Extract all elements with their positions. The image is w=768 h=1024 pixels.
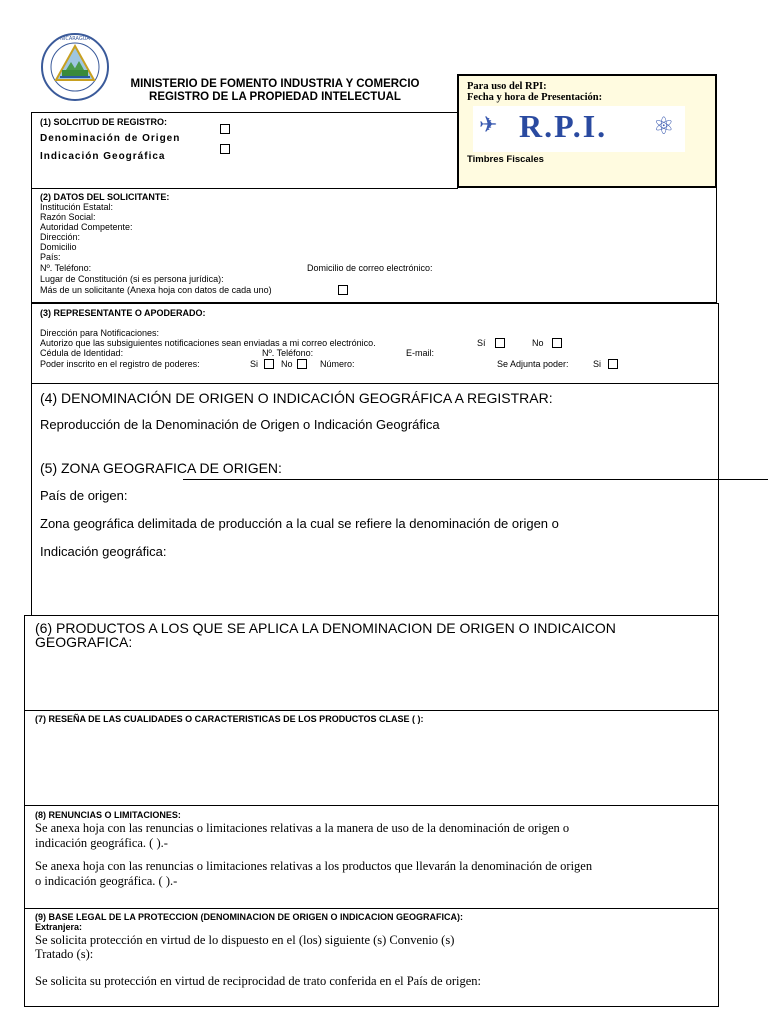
power-number-label: Número:	[320, 359, 355, 369]
section-2-applicant-data	[31, 188, 717, 303]
authorize-no-label: No	[532, 338, 544, 348]
geographic-indication-zone-label: Indicación geográfica:	[40, 544, 167, 559]
section-6-title-line1: (6) PRODUCTOS A LOS QUE SE APLICA LA DENOMINACION DE ORIGEN O INDICAICON	[35, 620, 616, 636]
state-institution-label: Institución Estatal:	[40, 202, 114, 212]
constitution-place-label: Lugar de Constitución (si es persona jurídica):	[40, 274, 224, 284]
section-5-title: (5) ZONA GEOGRAFICA DE ORIGEN:	[40, 460, 282, 476]
power-attached-label: Se Adjunta poder:	[497, 359, 569, 369]
power-no-checkbox[interactable]	[297, 359, 307, 369]
power-attached-yes-label: Si	[593, 359, 602, 369]
email-domicile-label: Domicilio de correo electrónico:	[307, 263, 433, 273]
power-yes-label: Si	[250, 359, 259, 369]
waiver-products-line2: o indicación geográfica. ( ).-	[35, 874, 178, 888]
svg-text:NICARAGUA: NICARAGUA	[60, 36, 90, 42]
convention-label: Se solicita protección en virtud de lo dispuesto en el (los) siguiente (s) Convenio (s)	[35, 933, 455, 947]
rpi-use-box	[457, 74, 717, 188]
address-label: Dirección:	[40, 232, 81, 242]
representative-email-label: E-mail:	[406, 348, 435, 358]
section-6-products	[24, 615, 719, 711]
denomination-origin-label: Denominación de Origen	[40, 133, 181, 144]
id-card-label: Cédula de Identidad:	[40, 348, 124, 358]
section-1-title: (1) SOLCITUD DE REGISTRO:	[40, 117, 168, 127]
representative-phone-label: Nº. Teléfono:	[262, 348, 314, 358]
waiver-products-line1: Se anexa hoja con las renuncias o limitaciones relativas a los productos que llevarán la denominación de origen	[35, 859, 593, 873]
notification-address-label: Dirección para Notificaciones:	[40, 328, 160, 338]
authorize-yes-checkbox[interactable]	[495, 338, 505, 348]
presentation-date-label: Fecha y hora de Presentación:	[467, 92, 603, 103]
fiscal-stamps-label: Timbres Fiscales	[467, 154, 544, 165]
authorize-yes-label: Sí	[477, 338, 486, 348]
section-3-representative	[31, 303, 719, 384]
section-3-title: (3) REPRESENTANTE O APODERADO:	[40, 308, 206, 318]
treaty-label: Tratado (s):	[35, 947, 94, 961]
waiver-usage-line1: Se anexa hoja con las renuncias o limitaciones relativas a la manera de uso de la denominación de origen o	[35, 821, 570, 835]
origin-country-label: País de origen:	[40, 488, 128, 503]
phone-label: Nº. Teléfono:	[40, 263, 92, 273]
section-6-title-line2: GEOGRAFICA:	[35, 634, 133, 650]
denomination-origin-checkbox[interactable]	[220, 124, 230, 134]
section-2-title: (2) DATOS DEL SOLICITANTE:	[40, 192, 170, 202]
registry-name: REGISTRO DE LA PROPIEDAD INTELECTUAL	[149, 91, 401, 103]
rpi-logo-text: R.P.I.	[519, 108, 608, 144]
authorize-no-checkbox[interactable]	[552, 338, 562, 348]
competent-authority-label: Autoridad Competente:	[40, 222, 133, 232]
bird-icon: ✈	[479, 112, 498, 137]
power-attached-checkbox[interactable]	[608, 359, 618, 369]
reciprocity-label: Se solicita su protección en virtud de reciprocidad de trato conferida en el País de origen:	[35, 974, 482, 988]
geographic-indication-checkbox[interactable]	[220, 144, 230, 154]
atom-icon: ⚛	[653, 113, 675, 140]
business-name-label: Razón Social:	[40, 212, 96, 222]
rpi-use-label: Para uso del RPI:	[467, 81, 547, 92]
reproduction-label: Reproducción de la Denominación de Origen o Indicación Geográfica	[40, 417, 440, 432]
section-8-waivers	[24, 805, 719, 909]
more-applicants-label: Más de un solicitante (Anexa hoja con datos de cada uno)	[40, 285, 272, 295]
section-1-registration-request	[31, 112, 458, 189]
more-applicants-checkbox[interactable]	[338, 285, 348, 295]
section-7-title: (7) RESEÑA DE LAS CUALIDADES O CARACTERISTICAS DE LOS PRODUCTOS CLASE ( ):	[35, 714, 424, 724]
power-registered-label: Poder inscrito en el registro de poderes:	[40, 359, 200, 369]
authorize-email-label: Autorizo que las subsiguientes notificaciones sean enviadas a mi correo electrónico.	[40, 338, 376, 348]
section-4-title: (4) DENOMINACIÓN DE ORIGEN O INDICACIÓN GEOGRÁFICA A REGISTRAR:	[40, 390, 553, 406]
zone-description-label: Zona geográfica delimitada de producción a la cual se refiere la denominación de origen o	[40, 516, 559, 531]
section-9-title: (9) BASE LEGAL DE LA PROTECCION (DENOMINACION DE ORIGEN O INDICACION GEOGRAFICA):	[35, 912, 464, 922]
power-no-label: No	[281, 359, 293, 369]
ministry-name: MINISTERIO DE FOMENTO INDUSTRIA Y COMERCIO	[130, 78, 420, 90]
country-label: País:	[40, 252, 61, 262]
section-9-legal-basis	[24, 908, 719, 1007]
foreign-label: Extranjera:	[35, 922, 83, 932]
zone-underline	[183, 479, 768, 480]
geographic-indication-label: Indicación Geográfica	[40, 151, 166, 162]
section-7-product-qualities	[24, 710, 719, 806]
power-yes-checkbox[interactable]	[264, 359, 274, 369]
section-8-title: (8) RENUNCIAS O LIMITACIONES:	[35, 810, 181, 820]
rpi-logo	[473, 106, 685, 152]
section-4-5-denomination-zone	[31, 384, 719, 616]
domicile-label: Domicilio	[40, 242, 77, 252]
waiver-usage-line2: indicación geográfica. ( ).-	[35, 836, 168, 850]
